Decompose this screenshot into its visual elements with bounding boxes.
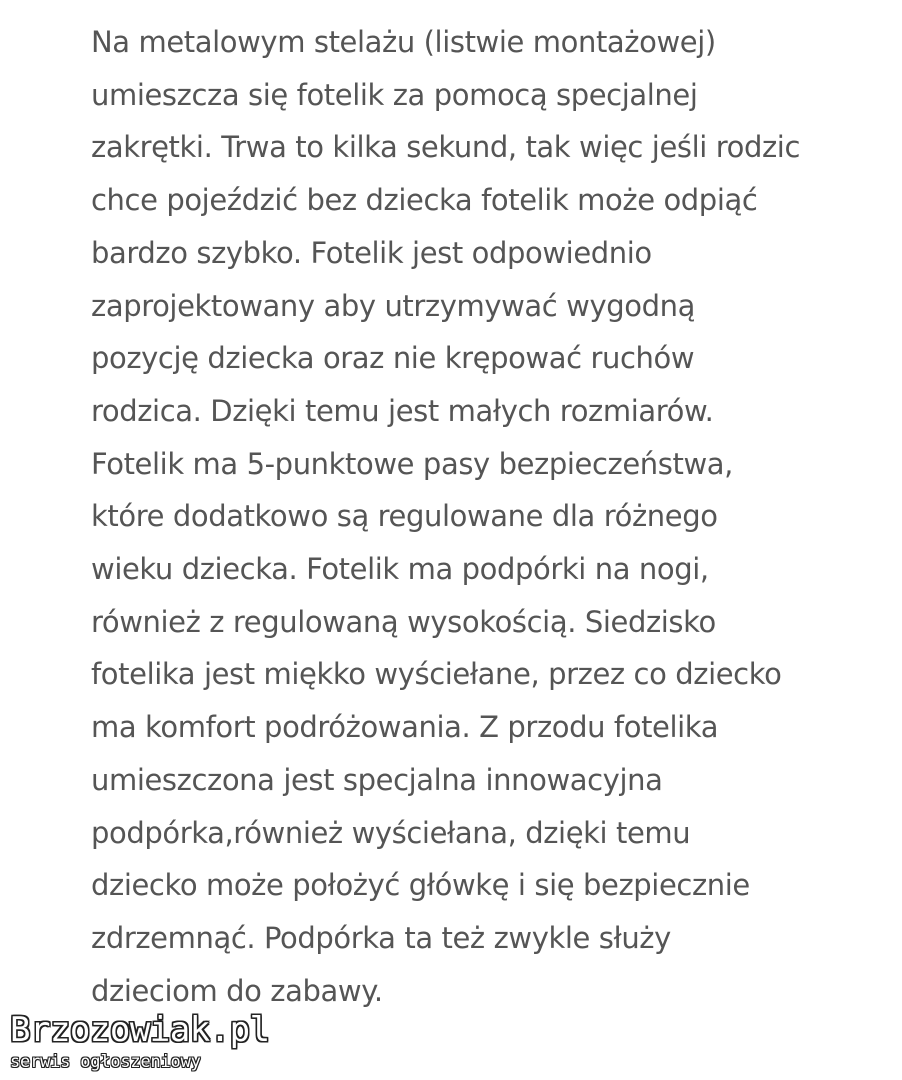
article-line: które dodatkowo są regulowane dla różnego xyxy=(91,499,718,534)
article-line: wieku dziecka. Fotelik ma podpórki na nogi, xyxy=(91,552,709,587)
watermark-tagline: serwis ogłoszeniowy xyxy=(10,1052,201,1072)
article-line: dziecko może położyć główkę i się bezpiecznie xyxy=(91,868,750,903)
article-line: podpórka,również wyściełana, dzięki temu xyxy=(91,815,691,850)
article-text xyxy=(91,16,881,1017)
article-line: Na metalowym stelażu (listwie montażowej) xyxy=(91,25,716,59)
watermark-brand: Brzozowiak.pl xyxy=(10,1010,270,1050)
article-line: bardzo szybko. Fotelik jest odpowiednio xyxy=(91,235,652,270)
article-line: pozycję dziecka oraz nie krępować ruchów xyxy=(91,341,695,376)
article-line: zakrętki. Trwa to kilka sekund, tak więc jeśli rodzic xyxy=(91,130,800,165)
article-line: umieszcza się fotelik za pomocą specjalnej xyxy=(91,77,698,112)
article-line: umieszczona jest specjalna innowacyjna xyxy=(91,762,663,797)
article-line: chce pojeździć bez dziecka fotelik może odpiąć xyxy=(91,183,758,218)
article-line: zdrzemnąć. Podpórka ta też zwykle służy xyxy=(91,920,671,955)
article-line: rodzica. Dzięki temu jest małych rozmiarów. xyxy=(91,393,714,428)
article-line: również z regulowaną wysokością. Siedzisko xyxy=(91,604,716,639)
site-watermark xyxy=(10,1010,310,1072)
article-line: dzieciom do zabawy. xyxy=(91,973,383,1008)
article-line: Fotelik ma 5-punktowe pasy bezpieczeństwa, xyxy=(91,446,733,481)
article-line: fotelika jest miękko wyściełane, przez co dziecko xyxy=(91,657,782,692)
article-line: ma komfort podróżowania. Z przodu fotelika xyxy=(91,710,719,745)
article-line: zaprojektowany aby utrzymywać wygodną xyxy=(91,288,695,323)
